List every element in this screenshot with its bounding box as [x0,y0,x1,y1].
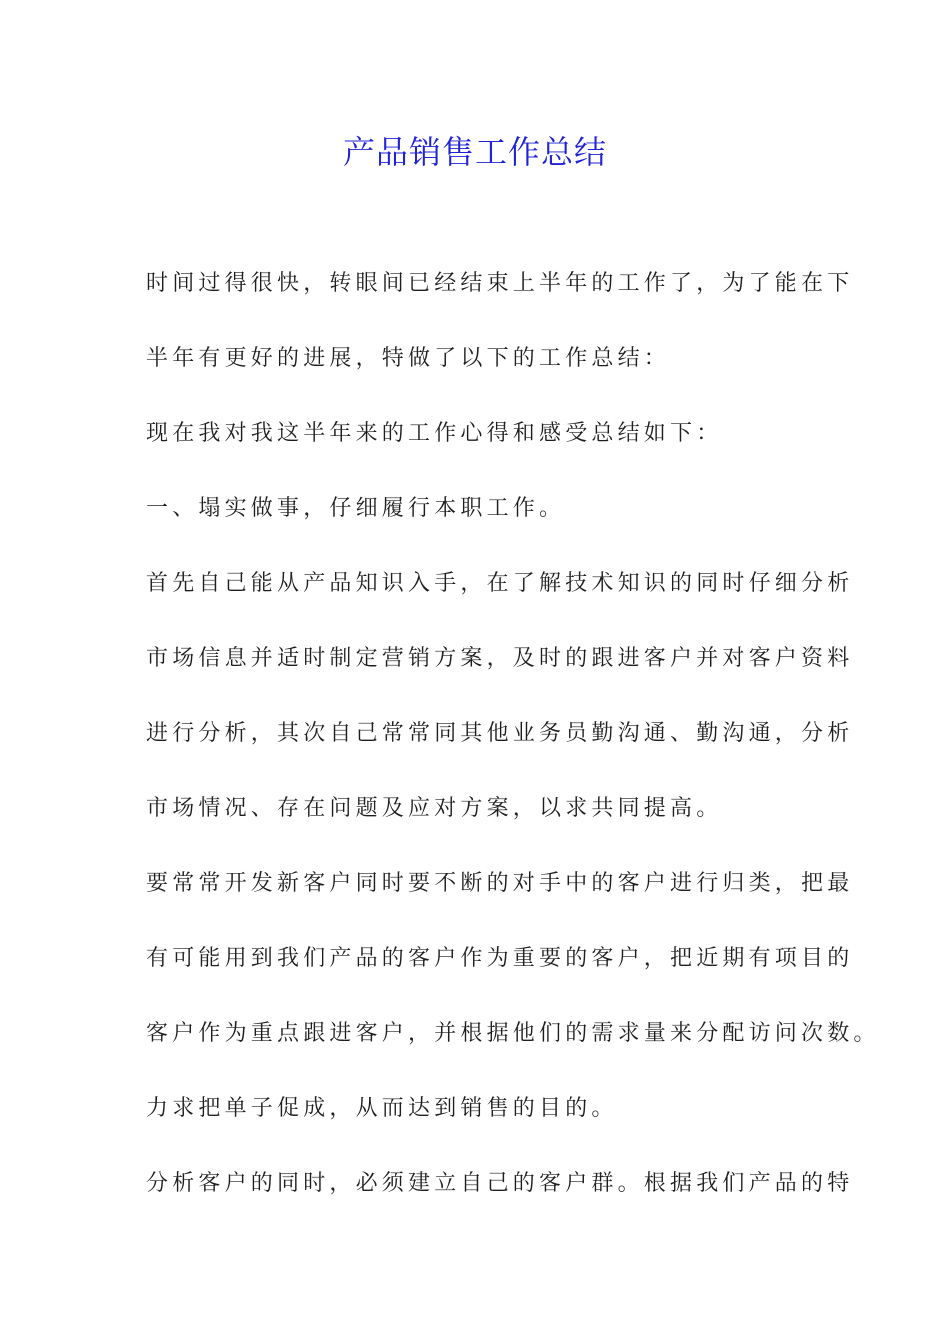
paragraph-line: 市场情况、存在问题及应对方案，以求共同提高。 [146,796,723,821]
paragraph-line: 市场信息并适时制定营销方案，及时的跟进客户并对客户资料 [146,646,854,671]
paragraph-line: 有可能用到我们产品的客户作为重要的客户，把近期有项目的 [146,946,854,971]
paragraph-line: 首先自己能从产品知识入手，在了解技术知识的同时仔细分析 [146,571,854,596]
paragraph-line: 要常常开发新客户同时要不断的对手中的客户进行归类，把最 [146,871,854,896]
paragraph-line: 客户作为重点跟进客户，并根据他们的需求量来分配访问次数。 [146,1021,880,1046]
paragraph-line: 时间过得很快，转眼间已经结束上半年的工作了，为了能在下 [146,271,854,296]
paragraph-line: 分析客户的同时，必须建立自己的客户群。根据我们产品的特 [146,1171,854,1196]
document-title: 产品销售工作总结 [342,133,607,171]
paragraph-line: 进行分析，其次自己常常同其他业务员勤沟通、勤沟通，分析 [146,721,854,746]
paragraph-line: 半年有更好的进展，特做了以下的工作总结： [146,346,671,371]
section-heading: 一、塌实做事，仔细履行本职工作。 [146,496,566,521]
paragraph-line: 力求把单子促成，从而达到销售的目的。 [146,1096,618,1121]
paragraph-line: 现在我对我这半年来的工作心得和感受总结如下： [146,421,723,446]
